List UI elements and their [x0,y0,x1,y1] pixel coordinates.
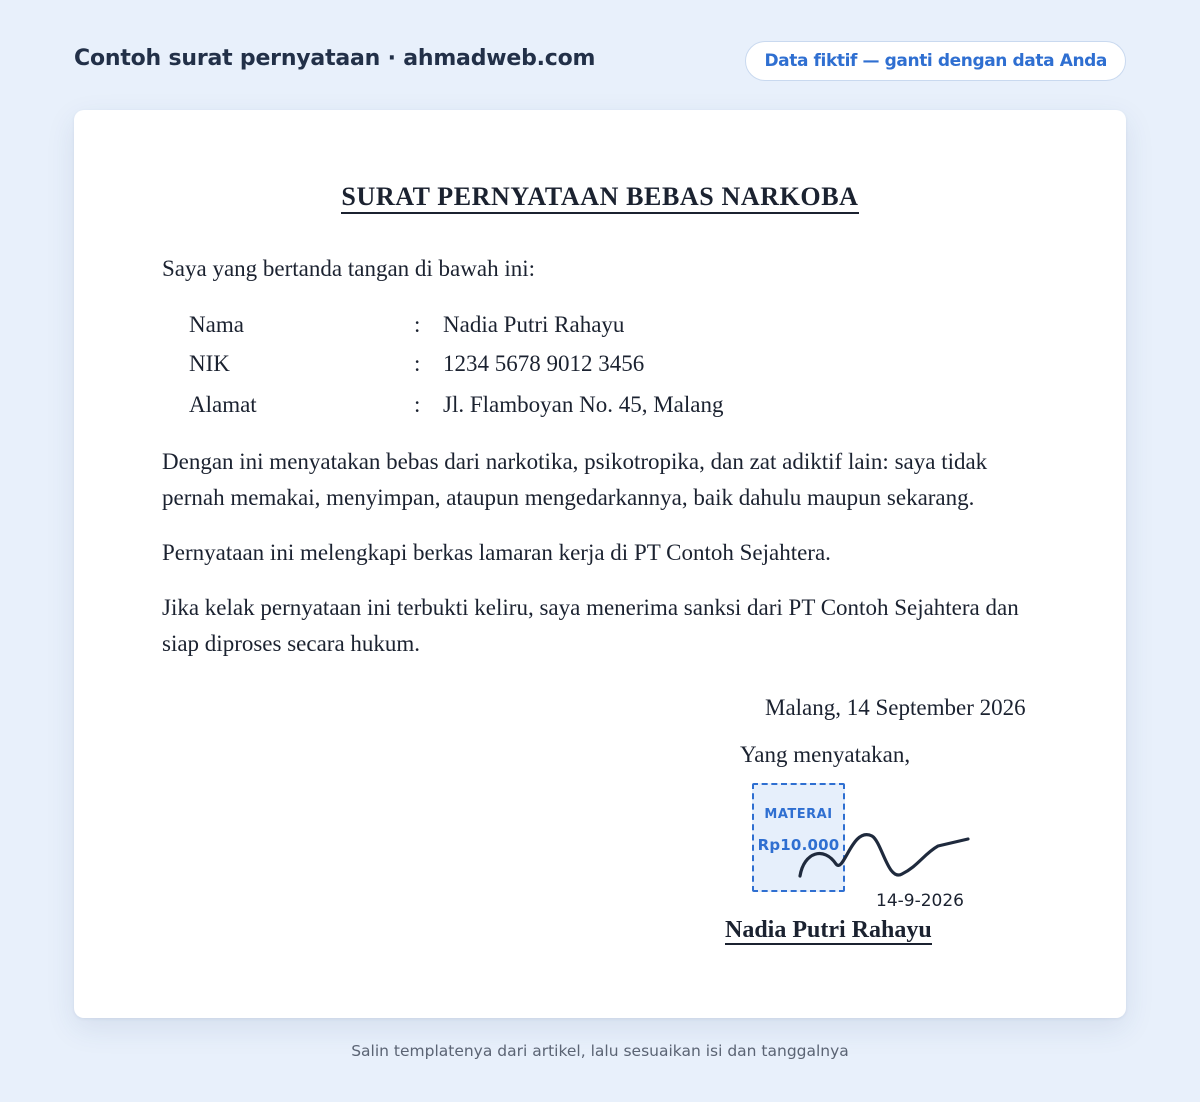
closing-phrase: Yang menyatakan, [740,742,911,767]
field-label-alamat: Alamat [189,392,257,417]
signer-name-text: Nadia Putri Rahayu [725,917,932,943]
field-separator: : [414,392,421,417]
fictional-data-badge: Data fiktif — ganti dengan data Anda [745,41,1126,81]
statement-paragraph: Dengan ini menyatakan bebas dari narkotika, psikotropika, dan zat adiktif lain: saya tidak pernah memakai, menyimpan, ataupun mengedarkannya, baik dahulu maupun sekarang. [162,449,988,510]
site-title: Contoh surat pernyataan · ahmadweb.com [74,46,596,71]
purpose-paragraph: Pernyataan ini melengkapi berkas lamaran kerja di PT Contoh Sejahtera. [162,540,831,565]
stamp-value: Rp10.000 [757,836,840,854]
field-label-nama: Nama [189,312,244,337]
field-separator: : [414,351,421,376]
letter-title [0,182,1200,212]
field-value-nik: 1234 5678 9012 3456 [443,351,645,376]
footer-note: Salin templatenya dari artikel, lalu sesuaikan isi dan tanggalnya [351,1042,849,1060]
signature-scribble [790,826,975,886]
signer-name [725,914,932,946]
stamp-label: MATERAI [764,807,833,822]
letter-intro: Saya yang bertanda tangan di bawah ini: [162,256,535,281]
field-label-nik: NIK [189,351,230,376]
signature-date: 14-9-2026 [876,891,964,911]
field-value-alamat: Jl. Flamboyan No. 45, Malang [443,392,724,417]
sanction-paragraph: Jika kelak pernyataan ini terbukti keliru, saya menerima sanksi dari PT Contoh Sejahtera dan siap diproses secara hukum. [162,595,1019,656]
place-date: Malang, 14 September 2026 [765,695,1026,720]
letter-title-text: SURAT PERNYATAAN BEBAS NARKOBA [341,182,858,214]
field-value-nama: Nadia Putri Rahayu [443,312,625,337]
field-separator: : [414,312,421,337]
